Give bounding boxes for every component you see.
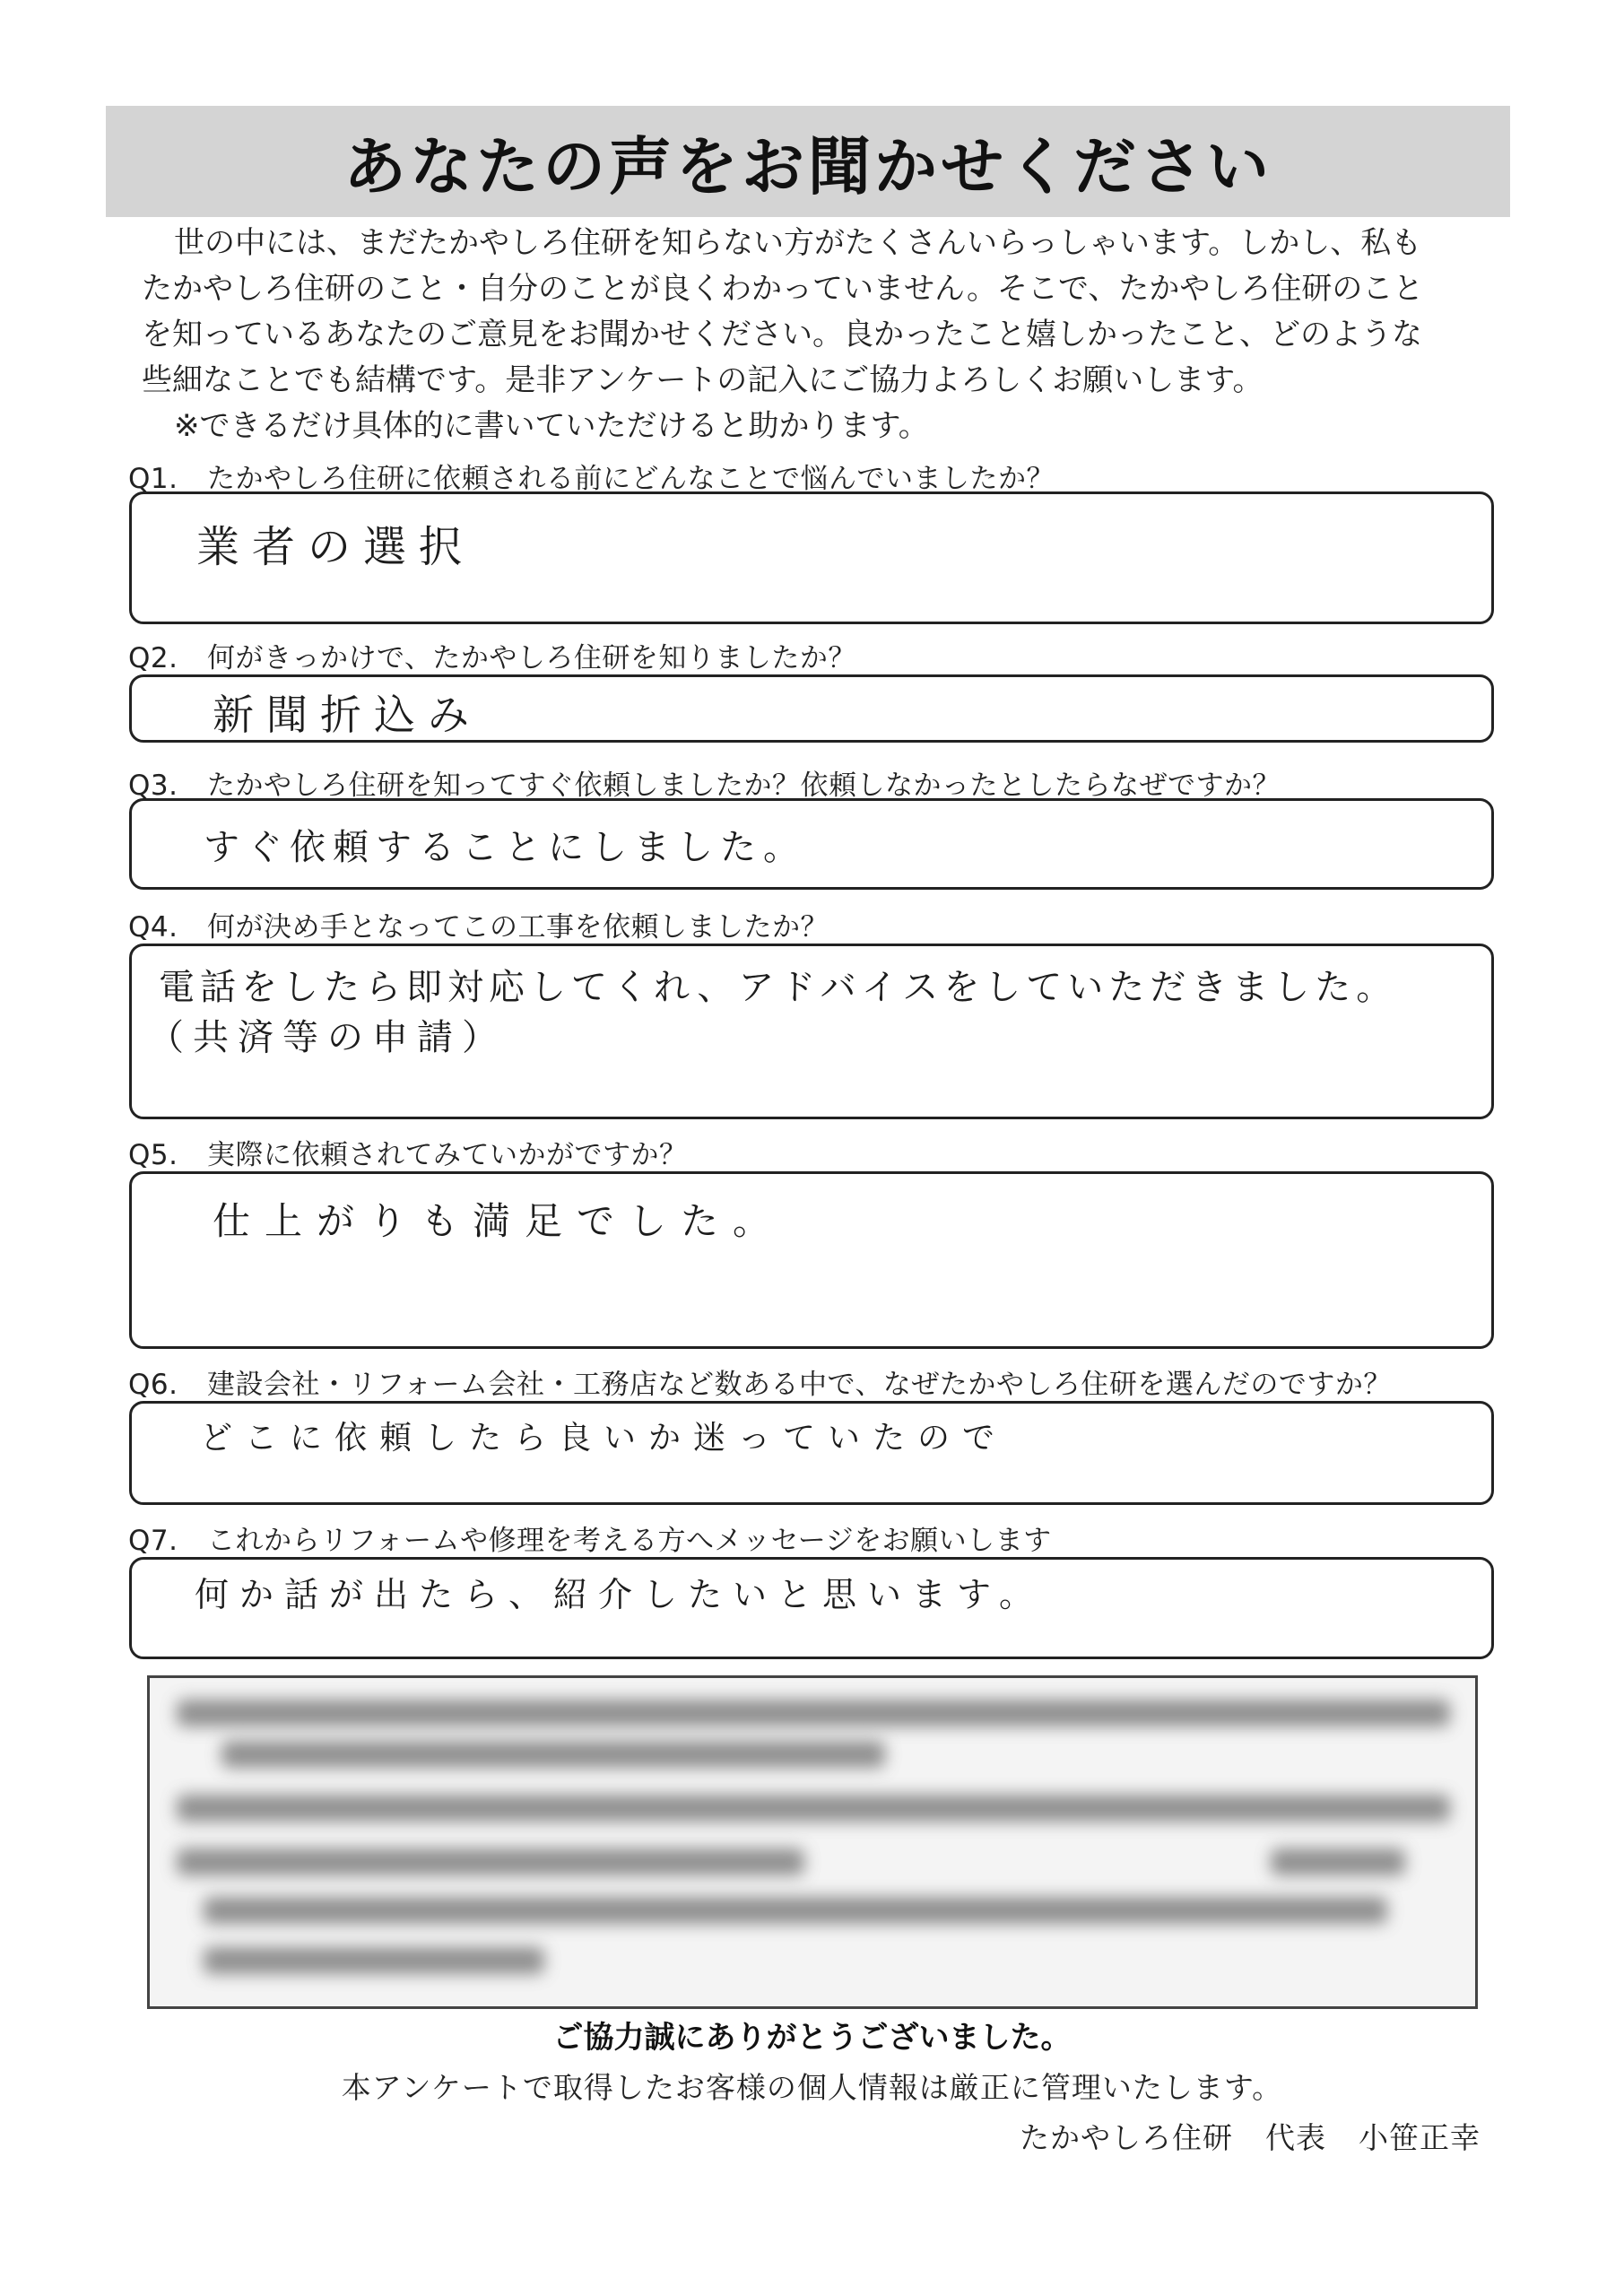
redacted-line <box>204 1947 544 1974</box>
answer-box-4 <box>129 944 1494 1119</box>
question-6 <box>128 1361 1392 1402</box>
thanks-message: ご協力誠にありがとうございました。 <box>552 2020 1072 2056</box>
answer-box-6 <box>129 1401 1494 1505</box>
question-3 <box>128 762 1281 803</box>
handwritten-answer: すぐ依頼することにしました。 <box>204 827 806 868</box>
handwritten-answer: 電話をしたら即対応してくれ、アドバイスをしていただきました。 <box>159 967 1398 1008</box>
handwritten-answer: （共済等の申請） <box>148 1017 507 1058</box>
page-title: あなたの声をお聞かせください <box>343 129 1272 204</box>
intro-line: たかやしろ住研のこと・自分のことが良くわかっていません。そこで、たかやしろ住研のこと <box>142 271 1424 307</box>
question-text: たかやしろ住研に依頼される前にどんなことで悩んでいましたか？ <box>207 463 1055 495</box>
redacted-line <box>177 1848 804 1875</box>
question-7 <box>128 1518 1052 1558</box>
title-banner <box>106 106 1510 217</box>
question-4 <box>128 904 829 944</box>
handwritten-answer: 新聞折込み <box>213 691 482 739</box>
question-text: 何がきっかけで、たかやしろ住研を知りましたか？ <box>207 642 856 674</box>
question-number: Q6. <box>128 1369 178 1401</box>
question-text: 建設会社・リフォーム会社・工務店など数ある中で、なぜたかやしろ住研を選んだのですか？ <box>207 1369 1392 1401</box>
question-text: 何が決め手となってこの工事を依頼しましたか？ <box>207 911 829 944</box>
question-number: Q3. <box>128 770 178 802</box>
answer-box-7 <box>129 1557 1494 1659</box>
question-1 <box>128 456 1055 496</box>
answer-box-3 <box>129 798 1494 890</box>
handwritten-answer: 業者の選択 <box>196 522 475 572</box>
redacted-line <box>177 1795 1450 1822</box>
privacy-notice: 本アンケートで取得したお客様の個人情報は厳正に管理いたします。 <box>341 2070 1283 2105</box>
representative-role: 代表 <box>1265 2120 1326 2155</box>
question-number: Q4. <box>128 911 178 944</box>
answer-box-2 <box>129 674 1494 743</box>
redacted-customer-info <box>147 1675 1478 2009</box>
handwritten-answer: 仕上がりも満足でした。 <box>213 1199 786 1243</box>
representative-name: 小笹正幸 <box>1359 2120 1481 2155</box>
intro-note: ※できるだけ具体的に書いていただけると助かります。 <box>174 408 929 444</box>
handwritten-answer: どこに依頼したら良いか迷っていたので <box>200 1420 1008 1457</box>
company-name: たかやしろ住研 <box>1020 2120 1233 2155</box>
question-number: Q2. <box>128 642 178 674</box>
signature <box>1020 2115 1481 2157</box>
intro-line: 世の中には、まだたかやしろ住研を知らない方がたくさんいらっしゃいます。しかし、私も <box>174 225 1422 261</box>
redacted-line <box>221 1741 885 1768</box>
intro-text <box>142 221 1469 449</box>
redacted-line <box>204 1897 1387 1924</box>
question-5 <box>128 1132 688 1172</box>
question-number: Q5. <box>128 1139 178 1171</box>
question-2 <box>128 635 856 675</box>
intro-line: を知っているあなたのご意見をお聞かせください。良かったこと嬉しかったこと、どのような <box>142 317 1422 352</box>
question-text: これからリフォームや修理を考える方へメッセージをお願いします <box>207 1525 1052 1557</box>
answer-box-5 <box>129 1171 1494 1349</box>
question-number: Q1. <box>128 463 178 495</box>
answer-box-1 <box>129 491 1494 624</box>
question-number: Q7. <box>128 1525 178 1557</box>
redacted-line <box>177 1700 1450 1726</box>
question-text: たかやしろ住研を知ってすぐ依頼しましたか？依頼しなかったとしたらなぜですか？ <box>207 770 1281 802</box>
handwritten-answer: 何か話が出たら、紹介したいと思います。 <box>195 1575 1044 1614</box>
redacted-line <box>1271 1848 1405 1875</box>
intro-line: 些細なことでも結構です。是非アンケートの記入にご協力よろしくお願いします。 <box>142 362 1264 398</box>
question-text: 実際に依頼されてみていかがですか？ <box>207 1139 688 1171</box>
